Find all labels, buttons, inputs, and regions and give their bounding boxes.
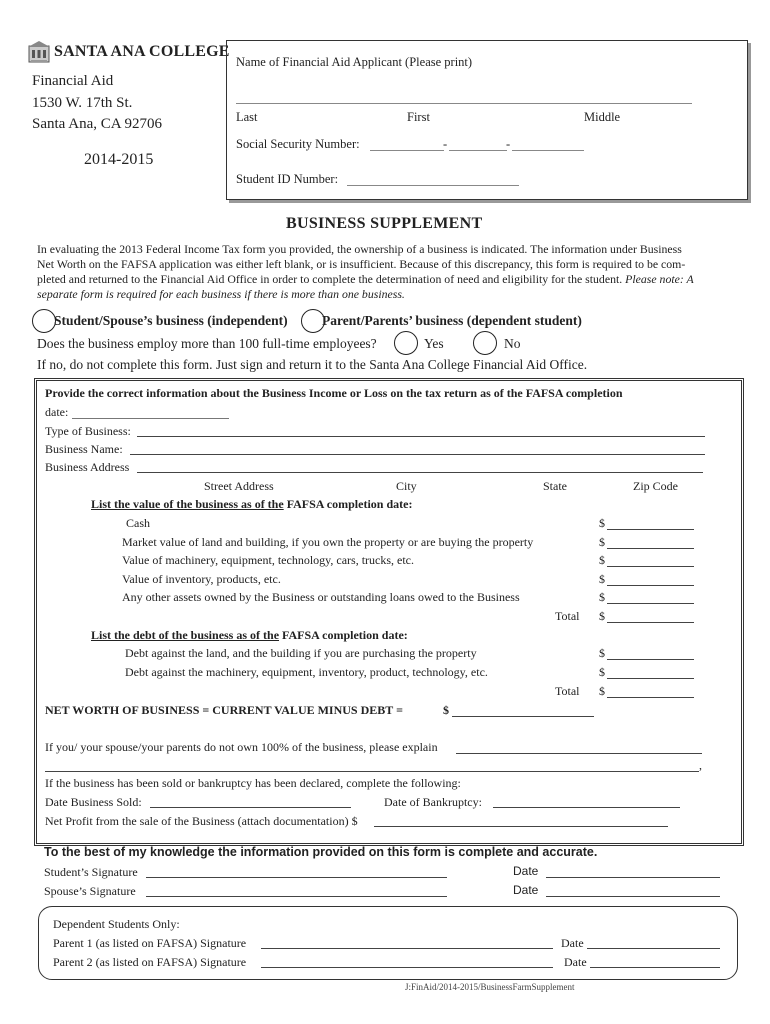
- no-radio[interactable]: [473, 331, 497, 355]
- yes-radio[interactable]: [394, 331, 418, 355]
- date-label: date:: [45, 405, 69, 419]
- debt-total-field[interactable]: [607, 697, 694, 698]
- date-sold-field[interactable]: [150, 807, 351, 808]
- business-address-field[interactable]: [137, 472, 703, 473]
- assets-total-field[interactable]: [607, 622, 694, 623]
- ssn-dash-2: -: [506, 137, 511, 151]
- ssn-field-3[interactable]: [512, 150, 584, 151]
- type-of-business-label: Type of Business:: [45, 424, 131, 438]
- debt-heading-underlined: List the debt of the business as of the: [91, 628, 280, 642]
- parent2-date-label: Date: [564, 955, 587, 969]
- student-signature-label: Student’s Signature: [44, 865, 138, 879]
- dependent-heading: Dependent Students Only:: [53, 917, 180, 931]
- dependent-option-label: Parent/Parents’ business (dependent student): [322, 313, 582, 328]
- debt-machinery-field[interactable]: [607, 678, 694, 679]
- student-signature-field[interactable]: [146, 877, 447, 878]
- asset-cash-dollar: $: [599, 516, 605, 530]
- assets-total-label: Total: [555, 609, 580, 623]
- asset-cash-field[interactable]: [607, 529, 694, 530]
- debt-land-field[interactable]: [607, 659, 694, 660]
- asset-machinery-field[interactable]: [607, 566, 694, 567]
- date-bankruptcy-field[interactable]: [493, 807, 680, 808]
- net-profit-label: Net Profit from the sale of the Business (attach documentation) $: [45, 814, 358, 828]
- zip-code-column: Zip Code: [633, 479, 678, 493]
- explain-field-2[interactable]: [45, 771, 699, 772]
- value-heading-underlined: List the value of the business as of the: [91, 497, 284, 511]
- independent-radio[interactable]: [32, 309, 56, 333]
- form-title: BUSINESS SUPPLEMENT: [286, 215, 483, 232]
- last-name-label: Last: [236, 110, 258, 124]
- city-address: Santa Ana, CA 92706: [32, 116, 162, 132]
- spouse-date-field[interactable]: [546, 896, 720, 897]
- employ-question: Does the business employ more than 100 full-time employees?: [37, 336, 377, 351]
- intro-line-1: In evaluating the 2013 Federal Income Tax form you provided, the ownership of a business is indicated. The information under Business: [37, 242, 682, 256]
- parent1-date-field[interactable]: [587, 948, 720, 949]
- net-worth-label: NET WORTH OF BUSINESS = CURRENT VALUE MINUS DEBT =: [45, 703, 403, 717]
- date-sold-label: Date Business Sold:: [45, 795, 142, 809]
- assets-total-dollar: $: [599, 609, 605, 623]
- net-worth-dollar: $: [443, 703, 449, 717]
- value-heading-rest: FAFSA completion date:: [286, 497, 413, 511]
- debt-heading-rest: FAFSA completion date:: [282, 628, 408, 642]
- asset-land-field[interactable]: [607, 548, 694, 549]
- explain-field-1[interactable]: [456, 753, 702, 754]
- explain-label: If you/ your spouse/your parents do not own 100% of the business, please explain: [45, 740, 438, 754]
- student-id-field[interactable]: [347, 185, 519, 186]
- student-date-label: Date: [513, 864, 539, 878]
- department: Financial Aid: [32, 73, 114, 89]
- ssn-dash-1: -: [443, 137, 448, 151]
- asset-inventory-field[interactable]: [607, 585, 694, 586]
- yes-label: Yes: [424, 336, 444, 351]
- if-no-instruction: If no, do not complete this form. Just sign and return it to the Santa Ana College Financial Aid Office.: [37, 357, 588, 372]
- type-of-business-field[interactable]: [137, 436, 705, 437]
- ssn-label: Social Security Number:: [236, 137, 360, 151]
- asset-cash: Cash: [126, 516, 150, 530]
- footer-file-path: J:FinAid/2014-2015/BusinessFarmSupplement: [405, 982, 575, 992]
- explain-comma: ,: [699, 758, 702, 772]
- business-name-field[interactable]: [130, 454, 705, 455]
- intro-note-b: separate form is required for each business if there is more than one business.: [37, 287, 405, 301]
- independent-option-label: Student/Spouse’s business (independent): [54, 313, 288, 328]
- debt-total-dollar: $: [599, 684, 605, 698]
- student-id-label: Student ID Number:: [236, 172, 339, 186]
- debt-heading: [91, 628, 408, 643]
- asset-machinery-dollar: $: [599, 553, 605, 567]
- net-worth-field[interactable]: [452, 716, 594, 717]
- provide-instruction: Provide the correct information about the Business Income or Loss on the tax return as of the FAFSA completion: [45, 386, 623, 400]
- applicant-name-line[interactable]: [236, 103, 692, 104]
- middle-name-label: Middle: [584, 110, 621, 124]
- value-heading: [91, 497, 412, 512]
- parent2-signature-field[interactable]: [261, 967, 553, 968]
- asset-land-building: Market value of land and building, if you own the property or are buying the property: [122, 535, 534, 549]
- student-date-field[interactable]: [546, 877, 720, 878]
- spouse-date-label: Date: [513, 883, 539, 897]
- intro-line-3: [37, 272, 694, 287]
- applicant-name-label: Name of Financial Aid Applicant (Please print): [236, 55, 473, 69]
- debt-total-label: Total: [555, 684, 580, 698]
- ssn-field-2[interactable]: [449, 150, 507, 151]
- net-profit-field[interactable]: [374, 826, 668, 827]
- street-address-column: Street Address: [204, 479, 274, 493]
- spouse-signature-field[interactable]: [146, 896, 447, 897]
- parent1-date-label: Date: [561, 936, 584, 950]
- ssn-field-1[interactable]: [370, 150, 444, 151]
- sold-intro: If the business has been sold or bankruptcy has been declared, complete the following:: [45, 776, 461, 790]
- parent1-signature-label: Parent 1 (as listed on FAFSA) Signature: [53, 936, 247, 950]
- debt-machinery-dollar: $: [599, 665, 605, 679]
- first-name-label: First: [407, 110, 430, 124]
- parent2-date-field[interactable]: [590, 967, 720, 968]
- asset-other: Any other assets owned by the Business or outstanding loans owed to the Business: [122, 590, 520, 604]
- college-name: SANTA ANA COLLEGE: [54, 43, 230, 60]
- no-label: No: [504, 336, 521, 351]
- asset-land-dollar: $: [599, 535, 605, 549]
- debt-machinery: Debt against the machinery, equipment, inventory, product, technology, etc.: [125, 665, 488, 679]
- asset-machinery: Value of machinery, equipment, technology, cars, trucks, etc.: [122, 553, 415, 567]
- state-column: State: [543, 479, 567, 493]
- street-address: 1530 W. 17th St.: [32, 95, 133, 111]
- business-address-label: Business Address: [45, 460, 130, 474]
- parent2-signature-label: Parent 2 (as listed on FAFSA) Signature: [53, 955, 247, 969]
- intro-line-2: Net Worth on the FAFSA application was either left blank, or is insufficient. Because of this discrepancy, this form is required to be com-: [37, 257, 686, 271]
- asset-inventory: Value of inventory, products, etc.: [122, 572, 281, 586]
- debt-land-dollar: $: [599, 646, 605, 660]
- college-logo-icon: [28, 40, 50, 64]
- asset-other-dollar: $: [599, 590, 605, 604]
- city-column: City: [396, 479, 417, 493]
- business-name-label: Business Name:: [45, 442, 123, 456]
- parent1-signature-field[interactable]: [261, 948, 553, 949]
- asset-other-field[interactable]: [607, 603, 694, 604]
- completion-date-field[interactable]: [72, 418, 229, 419]
- date-bankruptcy-label: Date of Bankruptcy:: [384, 795, 482, 809]
- aid-year: 2014-2015: [84, 151, 154, 168]
- intro-note-a: Please note: A: [625, 272, 694, 286]
- asset-inventory-dollar: $: [599, 572, 605, 586]
- intro-line-3-text: pleted and returned to the Financial Aid Office in order to complete the determination of need and eligibility for the student.: [37, 272, 623, 286]
- debt-land-building: Debt against the land, and the building if you are purchasing the property: [125, 646, 477, 660]
- spouse-signature-label: Spouse’s Signature: [44, 884, 136, 898]
- certification-statement: To the best of my knowledge the information provided on this form is complete and accurate.: [44, 845, 598, 859]
